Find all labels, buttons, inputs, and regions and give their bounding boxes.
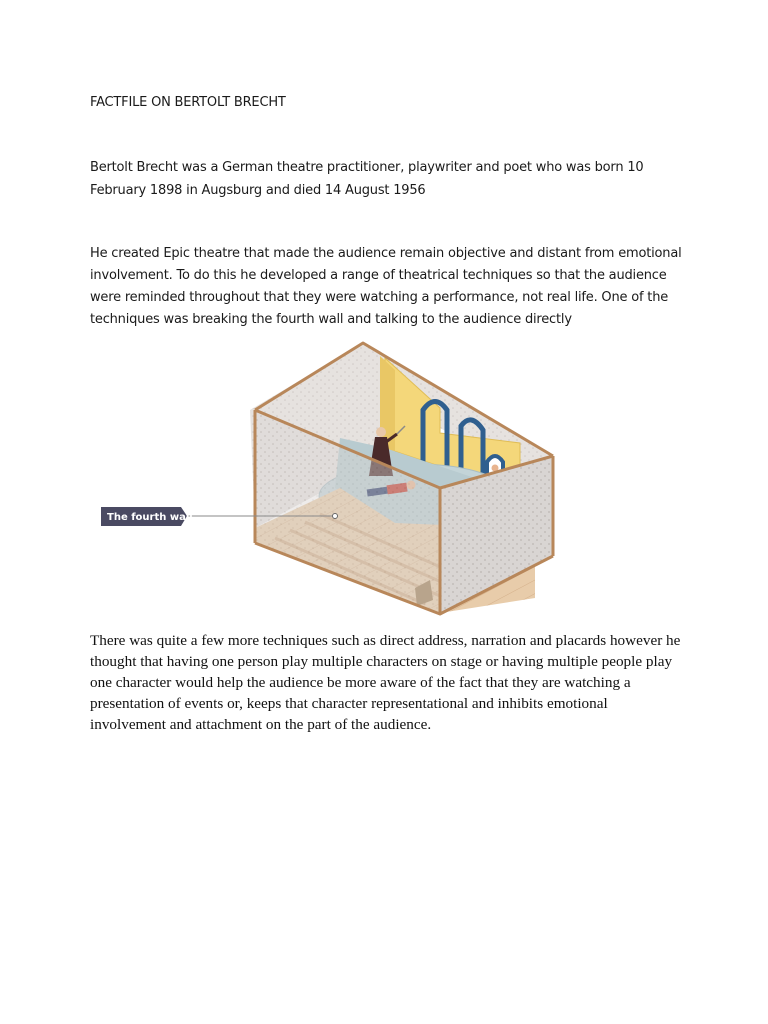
text-line: Bertolt Brecht was a German theatre practitioner, playwriter and poet who was born 10	[90, 160, 644, 175]
intro-paragraph	[90, 157, 690, 202]
text-line: were reminded throughout that they were watching a performance, not real life. One of the	[90, 290, 669, 305]
fourth-wall-illustration	[95, 338, 565, 620]
techniques-paragraph	[90, 630, 690, 735]
document-title: FACTFILE ON BERTOLT BRECHT	[90, 95, 286, 110]
fourth-wall-label-text: The fourth wall	[107, 512, 193, 523]
text-line: involvement and attachment on the part of the audience.	[90, 716, 432, 733]
text-line: There was quite a few more techniques such as direct address, narration and placards however he	[90, 632, 681, 649]
text-line: February 1898 in Augsburg and died 14 August 1956	[90, 182, 426, 198]
text-line: involvement. To do this he developed a range of theatrical techniques so that the audience	[90, 268, 667, 283]
fourth-wall-label	[101, 507, 193, 526]
text-line: He created Epic theatre that made the audience remain objective and distant from emotional	[90, 246, 682, 261]
text-line: techniques was breaking the fourth wall and talking to the audience directly	[90, 312, 572, 327]
epic-theatre-paragraph	[90, 243, 690, 331]
text-line: presentation of events or, keeps that character representational and inhibits emotional	[90, 695, 608, 712]
text-line: one character would help the audience be more aware of the fact that they are watching a	[90, 674, 631, 691]
text-line: thought that having one person play multiple characters on stage or having multiple people play	[90, 653, 673, 670]
